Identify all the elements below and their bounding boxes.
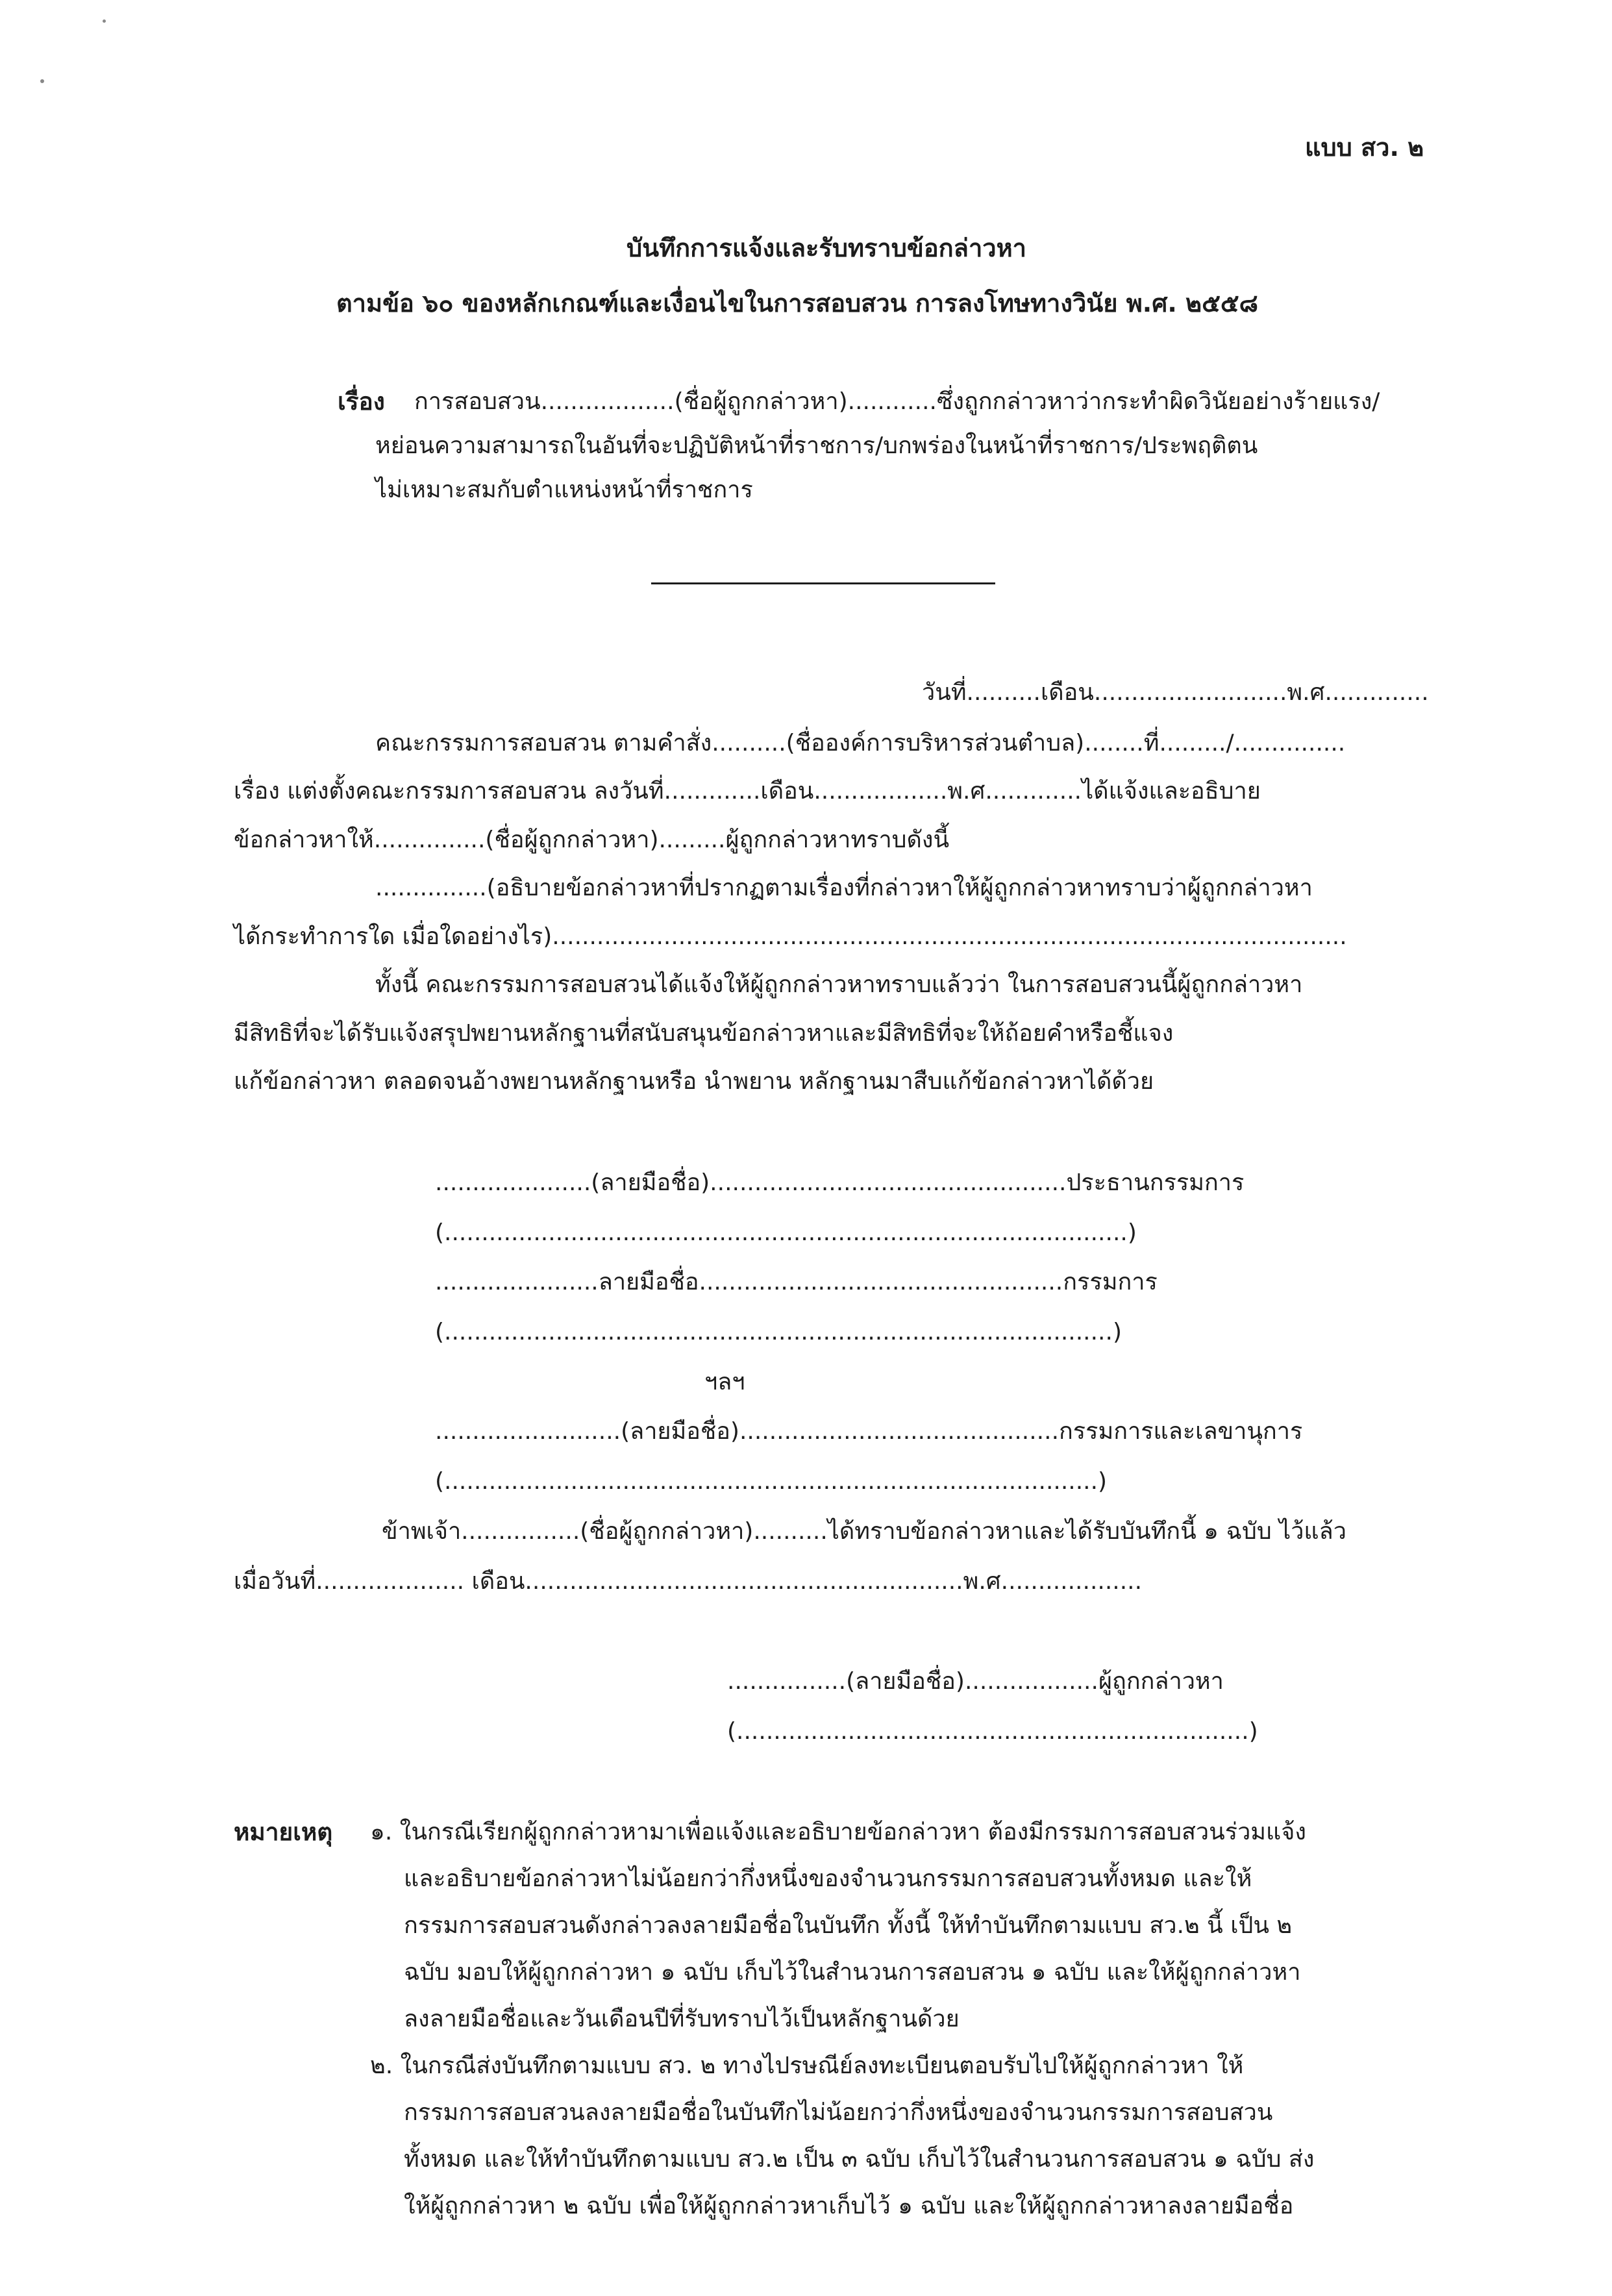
- sign-chair-name: (............................................................................................): [435, 1219, 1137, 1246]
- body-p1-line-2: เรื่อง แต่งตั้งคณะกรรมการสอบสวน ลงวันที่.............เดือน..................พ.ศ.............ได้แจ้งและอธิบาย: [234, 778, 1261, 805]
- note-2-line-4: ให้ผู้ถูกกล่าวหา ๒ ฉบับ เพื่อให้ผู้ถูกกล่าวหาเก็บไว้ ๑ ฉบับ และให้ผู้ถูกกล่าวหาลงลายมือชื่อ: [404, 2193, 1294, 2219]
- title-line-2: ตามข้อ ๖๐ ของหลักเกณฑ์และเงื่อนไขในการสอบสวน การลงโทษทางวินัย พ.ศ. ๒๕๕๘: [336, 289, 1258, 318]
- note-1-line-3: กรรมการสอบสวนดังกล่าวลงลายมือชื่อในบันทึก ทั้งนี้ ให้ทำบันทึกตามแบบ สว.๒ นี้ เป็น ๒: [404, 1912, 1293, 1939]
- sign-member-name: (..........................................................................................): [435, 1319, 1122, 1345]
- body-p2-line-2: ได้กระทำการใด เมื่อใดอย่างไร)...........................................................................................................: [234, 923, 1347, 950]
- body-p1-line-3: ข้อกล่าวหาให้...............(ชื่อผู้ถูกกล่าวหา).........ผู้ถูกกล่าวหาทราบดังนี้: [234, 827, 950, 853]
- sign-etc: ฯลฯ: [704, 1369, 745, 1395]
- sign-member: ......................ลายมือชื่อ.................................................กรรมการ: [435, 1269, 1158, 1295]
- note-1-line-5: ลงลายมือชื่อและวันเดือนปีที่รับทราบไว้เป็นหลักฐานด้วย: [404, 2006, 960, 2032]
- note-2-line-2: กรรมการสอบสวนลงลายมือชื่อในบันทึกไม่น้อยกว่ากึ่งหนึ่งของจำนวนกรรมการสอบสวน: [404, 2099, 1273, 2126]
- sign-chair: .....................(ลายมือชื่อ)................................................ประธานกรรมการ: [435, 1169, 1245, 1196]
- subject-label: เรื่อง: [338, 388, 385, 416]
- note-2-line-1: ๒. ในกรณีส่งบันทึกตามแบบ สว. ๒ ทางไปรษณีย์ลงทะเบียนตอบรับไปให้ผู้ถูกกล่าวหา ให้: [370, 2053, 1244, 2079]
- subject-line-3: ไม่เหมาะสมกับตำแหน่งหน้าที่ราชการ: [375, 477, 753, 503]
- sign-secretary-name: (........................................................................................): [435, 1468, 1108, 1495]
- body-p2-line-1: ...............(อธิบายข้อกล่าวหาที่ปรากฏตามเรื่องที่กล่าวหาให้ผู้ถูกกล่าวหาทราบว่าผู้ถูกกล่าวหา: [375, 875, 1313, 901]
- subject-line-1: การสอบสวน..................(ชื่อผู้ถูกกล่าวหา)............ซึ่งถูกกล่าวหาว่ากระทำผิดวินัยอย่างร้ายแรง/: [414, 388, 1380, 415]
- title-line-1: บันทึกการแจ้งและรับทราบข้อกล่าวหา: [626, 234, 1027, 262]
- notes-label: หมายเหตุ: [234, 1818, 333, 1846]
- sign-secretary: .........................(ลายมือชื่อ)...........................................กรรมการและเลขานุการ: [435, 1418, 1303, 1445]
- note-1-line-1: ๑. ในกรณีเรียกผู้ถูกกล่าวหามาเพื่อแจ้งและอธิบายข้อกล่าวหา ต้องมีกรรมการสอบสวนร่วมแจ้ง: [370, 1819, 1306, 1845]
- note-1-line-2: และอธิบายข้อกล่าวหาไม่น้อยกว่ากึ่งหนึ่งของจำนวนกรรมการสอบสวนทั้งหมด และให้: [404, 1866, 1252, 1892]
- note-1-line-4: ฉบับ มอบให้ผู้ถูกกล่าวหา ๑ ฉบับ เก็บไว้ในสำนวนการสอบสวน ๑ ฉบับ และให้ผู้ถูกกล่าวหา: [404, 1959, 1301, 1986]
- body-p1-line-1: คณะกรรมการสอบสวน ตามคำสั่ง..........(ชื่อองค์การบริหารส่วนตำบล)........ที่........./...............: [375, 730, 1346, 756]
- accused-name: (.....................................................................): [727, 1718, 1258, 1745]
- note-2-line-3: ทั้งหมด และให้ทำบันทึกตามแบบ สว.๒ เป็น ๓ ฉบับ เก็บไว้ในสำนวนการสอบสวน ๑ ฉบับ ส่ง: [404, 2146, 1315, 2173]
- body-p3-line-1: ทั้งนี้ คณะกรรมการสอบสวนได้แจ้งให้ผู้ถูกกล่าวหาทราบแล้วว่า ในการสอบสวนนี้ผู้ถูกกล่าวหา: [375, 971, 1303, 998]
- date-line: วันที่..........เดือน..........................พ.ศ..............: [922, 679, 1429, 706]
- form-code: แบบ สว. ๒: [1305, 133, 1424, 162]
- ack-line-1: ข้าพเจ้า................(ชื่อผู้ถูกกล่าวหา)..........ได้ทราบข้อกล่าวหาและได้รับบันทึกนี้ ๑ ฉบับ ไว้แล้ว: [382, 1518, 1346, 1545]
- body-p3-line-2: มีสิทธิที่จะได้รับแจ้งสรุปพยานหลักฐานที่สนับสนุนข้อกล่าวหาและมีสิทธิที่จะให้ถ้อยคำหรือชี้แจง: [234, 1020, 1174, 1047]
- body-p3-line-3: แก้ข้อกล่าวหา ตลอดจนอ้างพยานหลักฐานหรือ นำพยาน หลักฐานมาสืบแก้ข้อกล่าวหาได้ด้วย: [234, 1068, 1154, 1095]
- scan-speck: [103, 19, 106, 23]
- accused-sign: ................(ลายมือชื่อ)..................ผู้ถูกกล่าวหา: [727, 1668, 1224, 1695]
- ack-line-2: เมื่อวันที่.................... เดือน...........................................................พ.ศ...................: [234, 1568, 1143, 1595]
- scan-speck: [40, 79, 44, 83]
- divider-rule: [651, 582, 995, 584]
- subject-line-2: หย่อนความสามารถในอันที่จะปฏิบัติหน้าที่ราชการ/บกพร่องในหน้าที่ราชการ/ประพฤติตน: [375, 432, 1258, 459]
